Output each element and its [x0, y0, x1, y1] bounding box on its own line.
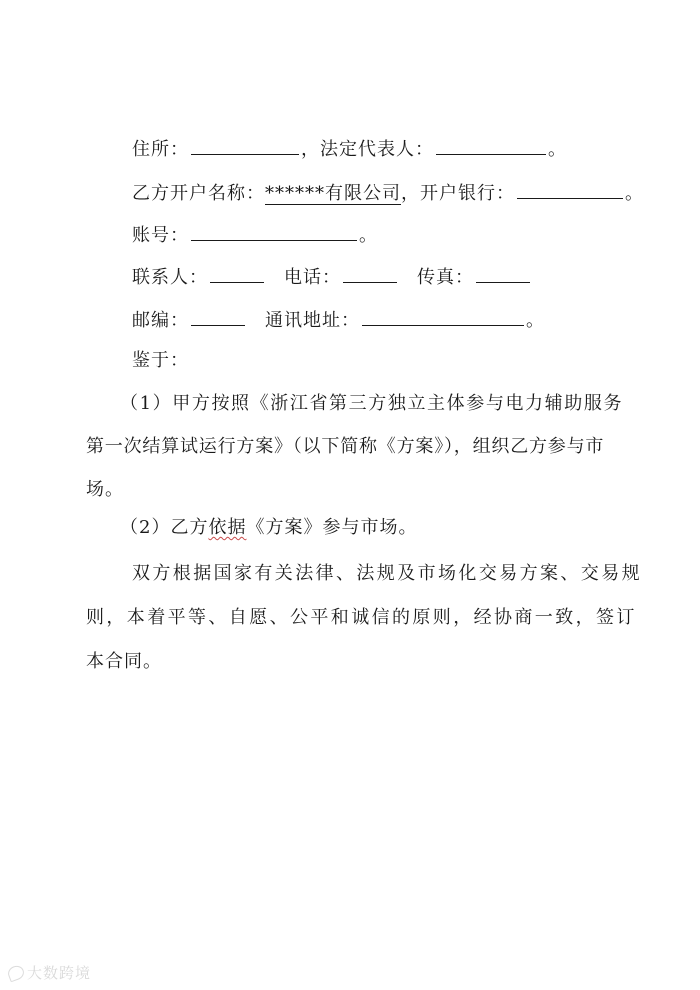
bank-blank — [517, 180, 623, 199]
clause2-suffix: 《方案》参与市场。 — [246, 517, 418, 538]
account-no-label: 账号： — [132, 225, 189, 246]
account-no-blank — [191, 222, 357, 241]
clause2-flagged-word: 依据 — [208, 517, 247, 538]
watermark-logo-icon — [6, 963, 26, 982]
watermark — [8, 962, 91, 983]
clause1-line1: （1）甲方按照《浙江省第三方独立主体参与电力辅助服务 — [120, 393, 624, 414]
period: 。 — [359, 225, 378, 246]
account-name-line — [132, 180, 644, 206]
residence-blank — [191, 136, 299, 155]
address-label: 通讯地址： — [265, 310, 360, 331]
para-line1: 双方根据国家有关法律、法规及市场化交易方案、交易规 — [132, 563, 642, 584]
account-name-label: 乙方开户名称： — [132, 183, 265, 204]
clause1-line2: 第一次结算试运行方案》（以下简称《方案》），组织乙方参与市 — [86, 436, 605, 457]
bank-label: ，开户银行： — [401, 183, 515, 204]
para-line3: 本合同。 — [86, 651, 162, 672]
period: 。 — [625, 183, 644, 204]
watermark-text: 大数跨境 — [27, 964, 92, 982]
address-blank — [362, 307, 524, 326]
contact-blank — [210, 264, 264, 283]
clause2-line — [120, 516, 417, 540]
clause1-line3: 场。 — [86, 479, 124, 500]
postcode-blank — [191, 307, 245, 326]
clause2-prefix: （2）乙方 — [120, 517, 209, 538]
residence-line — [132, 136, 567, 162]
whereas-heading: 鉴于： — [132, 350, 189, 371]
contact-label: 联系人： — [132, 267, 208, 288]
postcode-label: 邮编： — [132, 310, 189, 331]
fax-label: 传真： — [417, 267, 474, 288]
period: 。 — [548, 139, 567, 160]
legal-rep-label: ，法定代表人： — [301, 139, 434, 160]
residence-label: 住所： — [132, 139, 189, 160]
contact-line — [132, 264, 532, 290]
account-name-value: ******有限公司 — [265, 183, 401, 204]
phone-label: 电话： — [284, 267, 341, 288]
para-line2: 则，本着平等、自愿、公平和诚信的原则，经协商一致，签订 — [86, 607, 637, 628]
account-no-line — [132, 222, 378, 248]
postcode-line — [132, 307, 545, 333]
fax-blank — [476, 264, 530, 283]
legal-rep-blank — [436, 136, 546, 155]
phone-blank — [343, 264, 397, 283]
period: 。 — [526, 310, 545, 331]
